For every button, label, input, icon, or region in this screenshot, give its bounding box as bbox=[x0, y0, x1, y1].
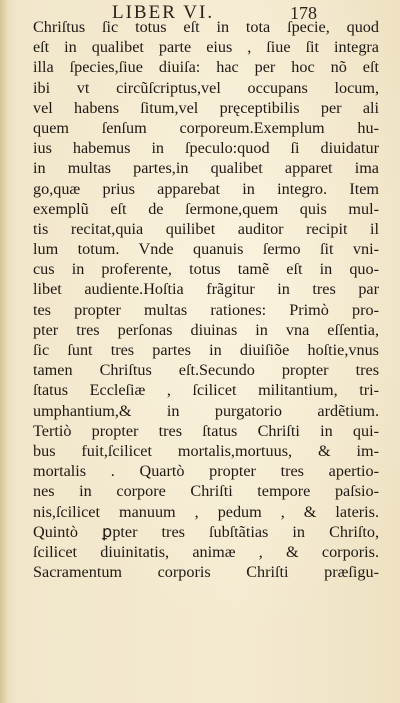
text-line: quem ſenſum corporeum.Exemplum hu- bbox=[33, 118, 379, 137]
text-line: cus in proferente, totus tamẽ eſt in quo- bbox=[33, 260, 379, 279]
text-line: ſcilicet diuinitatis, animæ , & corporis. bbox=[33, 542, 379, 561]
text-line: Sacramentum corporis Chriſti præſigu- bbox=[33, 563, 379, 582]
text-line: illa ſpecies,ſiue diuiſa: hac per hoc nõ eſt bbox=[33, 58, 379, 77]
text-line: ſic ſunt tres partes in diuiſiõe hoſtie,vnus bbox=[33, 341, 379, 359]
text-line: Quintò ꝑpter tres ſubſtãtias in Chriſto, bbox=[33, 522, 379, 541]
text-line: ibi vt circũſcriptus,vel occupans locum, bbox=[33, 78, 379, 97]
text-line: ſtatus Eccleſiæ , ſcilicet militantium, tri- bbox=[33, 381, 379, 400]
text-line: umphantium,& in purgatorio ardẽtium. bbox=[33, 401, 379, 420]
text-line: in multas partes,in qualibet apparet ima bbox=[33, 159, 379, 178]
text-line: mortalis . Quartò propter tres apertio- bbox=[33, 462, 379, 481]
text-line: nes in corpore Chriſti tempore paſsio- bbox=[33, 482, 379, 501]
text-line: tes propter multas rationes: Primò pro- bbox=[33, 300, 379, 319]
running-head-title: LIBER VI. bbox=[112, 2, 215, 23]
text-line: Chriſtus ſic totus eſt in tota ſpecie, quod bbox=[33, 18, 379, 36]
page-number: 178 bbox=[290, 3, 317, 23]
text-line: eſt in qualibet parte eius , ſiue ſit integra bbox=[33, 38, 379, 57]
text-line: tis recitat,quia quilibet auditor recipit il bbox=[33, 219, 379, 238]
page-gutter-shadow bbox=[0, 0, 8, 703]
text-line: bus fuit,ſcilicet mortalis,mortuus, & im- bbox=[33, 441, 379, 460]
text-line: tamen Chriſtus eſt.Secundo propter tres bbox=[33, 361, 379, 380]
text-line: pter tres perſonas diuinas in vna eſſentia, bbox=[33, 320, 379, 339]
text-line: ius habemus in ſpeculo:quod ſi diuidatur bbox=[33, 139, 379, 158]
text-line: lum totum. Vnde quanuis ſermo ſit vni- bbox=[33, 240, 379, 259]
body-text bbox=[33, 17, 379, 582]
text-line: exemplũ eſt de ſermone,quem quis mul- bbox=[33, 199, 379, 218]
text-line: go,quæ prius apparebat in integro. Item bbox=[33, 179, 379, 198]
text-line: vel habens ſitum,vel pręceptibilis per ali bbox=[33, 98, 379, 117]
text-line: libet audiente.Hoſtia frãgitur in tres par bbox=[33, 280, 379, 299]
text-line: Tertiò propter tres ſtatus Chriſti in qui- bbox=[33, 421, 379, 440]
text-line: nis,ſcilicet manuum , pedum , & lateris. bbox=[33, 502, 379, 521]
